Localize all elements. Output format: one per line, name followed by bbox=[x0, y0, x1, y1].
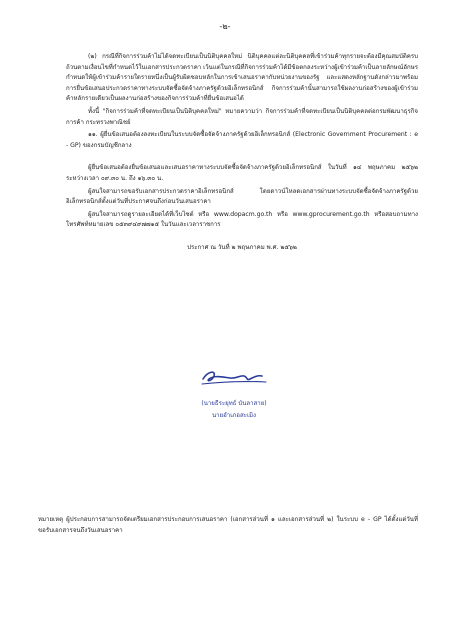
paragraph-egp-registration: ๑๑. ผู้ยื่นข้อเสนอต้องลงทะเบียนในระบบจัดซื้อจัดจ้างภาครัฐด้วยอิเล็กทรอนิกส์ (Electronic Government Procurement : e - GP) ของกรมบัญชีกลาง bbox=[66, 131, 418, 149]
handwritten-signature bbox=[200, 365, 270, 387]
paragraph-contact-info: ผู้สนใจสามารถดูรายละเอียดได้ที่เว็บไซต์ หรือ www.dopacm.go.th หรือ www.gprocurement.go.th หรือสอบถามทางโทรศัพท์หมายเลข ๐๕๓๙๔๙๗๗๑๕ ในวันและเวลาราชการ bbox=[66, 210, 418, 229]
document-body bbox=[66, 52, 418, 254]
paragraph-joint-venture-conditions: (๒) กรณีที่กิจการร่วมค้าไม่ได้จดทะเบียนเป็นนิติบุคคลใหม่ นิติบุคคลแต่ละนิติบุคคลที่เข้าร่วมค้าทุกรายจะต้องมีคุณสมบัติครบถ้วนตามเงื่อนไขที่กำหนดไว้ในเอกสารประกวดราคา เว้นแต่ในกรณีที่กิจการร่วมค้าได้มีข้อตกลงระหว่างผู้เข้าร่วมค้าเป็นลายลักษณ์อักษรกำหนดให้ผู้เข้าร่วมค้ารายใดรายหนึ่งเป็นผู้รับผิดชอบหลักในการเข้าเสนอราคากับหน่วยงานของรัฐ และแสดงหลักฐานดังกล่าวมาพร้อมการยื่นข้อเสนอประกวดราคาทางระบบจัดซื้อจัดจ้างภาครัฐด้วยอิเล็กทรอนิกส์ กิจการร่วมค้านั้นสามารถใช้ผลงานก่อสร้างของผู้เข้าร่วมค้าหลักรายเดียวเป็นผลงานก่อสร้างของกิจการร่วมค้าที่ยื่นข้อเสนอได้ bbox=[66, 53, 418, 103]
footnote: หมายเหตุ ผู้ประกอบการสามารถจัดเตรียมเอกสารประกอบการเสนอราคา (เอกสารส่วนที่ ๑ และเอกสารส่วนที่ ๒) ในระบบ e - GP ได้ตั้งแต่วันที่ขอรับเอกสารจนถึงวันเสนอราคา bbox=[38, 516, 418, 534]
paragraph-joint-venture-definition: ทั้งนี้ "กิจการร่วมค้าที่จดทะเบียนเป็นนิติบุคคลใหม่" หมายความว่า กิจการร่วมค้าที่จดทะเบียนเป็นนิติบุคคลต่อกรมพัฒนาธุรกิจการค้า กระทรวงพาณิชย์ bbox=[66, 107, 418, 126]
signer-name: (นายธีระยุทธ์ บันลาสาย) bbox=[201, 400, 267, 407]
page-number: -๒- bbox=[219, 22, 231, 31]
paragraph-submission-date: ผู้ยื่นข้อเสนอต้องยื่นข้อเสนอและเสนอราคาทางระบบจัดซื้อจัดจ้างภาครัฐด้วยอิเล็กทรอนิกส์ ในวันที่ ๑๔ พฤษภาคม ๒๕๖๒ ระหว่างเวลา ๐๙.๓๐ น. ถึง ๑๖.๓๐ น. bbox=[66, 164, 418, 182]
signer-title: นายอำเภอสะเมิง bbox=[211, 412, 257, 419]
announcement-date: ประกาศ ณ วันที่ ๒ พฤษภาคม พ.ศ. ๒๕๖๒ bbox=[187, 243, 297, 251]
paragraph-document-download: ผู้สนใจสามารถขอรับเอกสารประกวดราคาอิเล็กทรอนิกส์ โดยดาวน์โหลดเอกสารผ่านทางระบบจัดซื้อจัดจ้างภาครัฐด้วยอิเล็กทรอนิกส์ตั้งแต่วันที่ประกาศจนถึงก่อนวันเสนอราคา bbox=[66, 187, 418, 206]
